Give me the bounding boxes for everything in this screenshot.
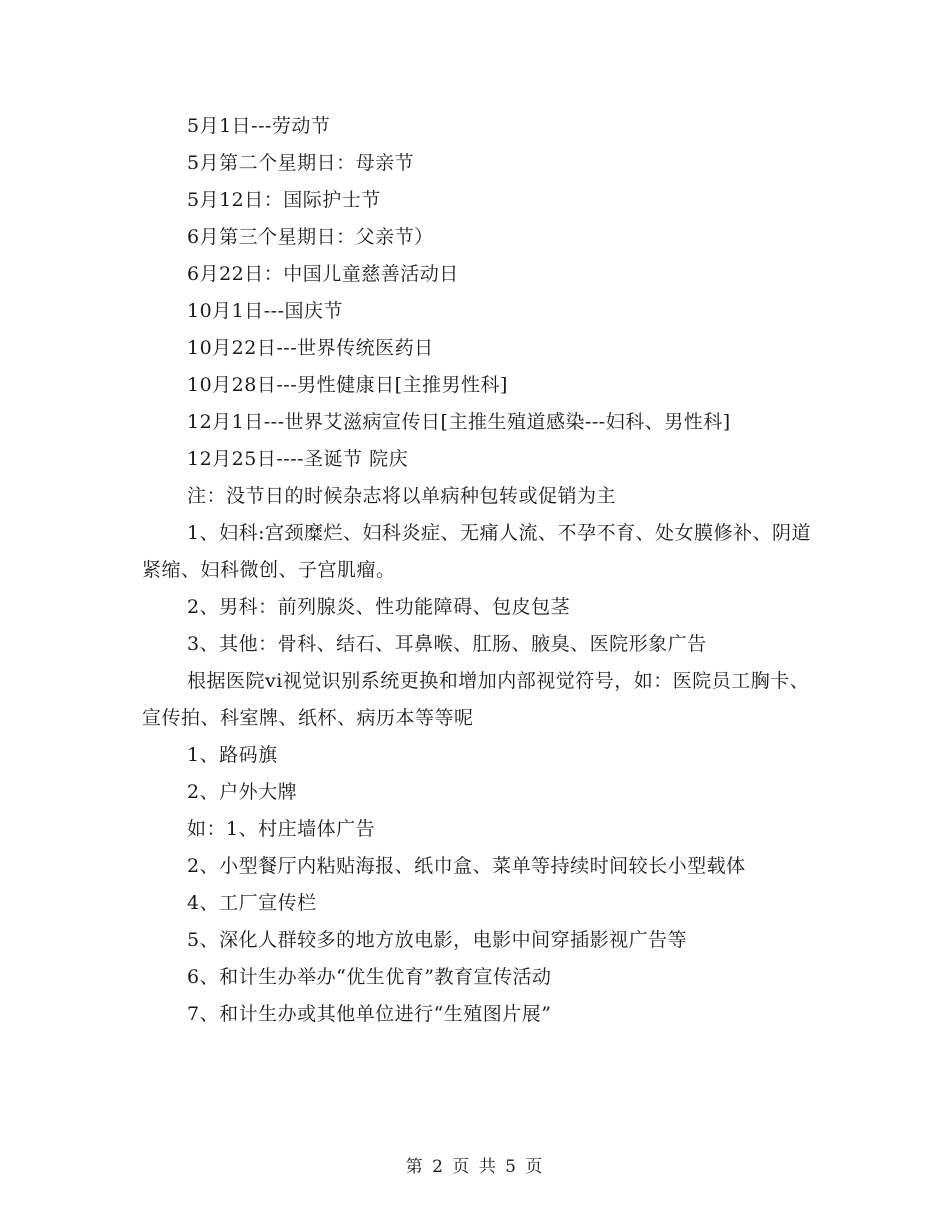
document-body (142, 108, 822, 1033)
paragraph: 3、其他：骨科、结石、耳鼻喉、肛肠、腋臭、医院形象广告 (187, 633, 707, 655)
paragraph: 6月22日：中国儿童慈善活动日 (187, 263, 459, 285)
paragraph: 7、和计生办或其他单位进行“生殖图片展” (187, 1003, 552, 1025)
paragraph: 根据医院vi视觉识别系统更换和增加内部视觉符号，如：医院员工胸卡、宣传拍、科室牌、纸杯、病历本等等呢 (142, 670, 810, 729)
page-footer: 第 2 页 共 5 页 (405, 1157, 545, 1177)
paragraph: 6月第三个星期日：父亲节） (187, 226, 434, 248)
paragraph: 10月22日---世界传统医药日 (187, 337, 434, 359)
paragraph: 5月1日---劳动节 (187, 115, 331, 137)
paragraph: 2、户外大牌 (187, 781, 298, 803)
paragraph: 1、路码旗 (187, 744, 278, 766)
paragraph: 10月28日---男性健康日[主推男性科] (187, 374, 508, 396)
paragraph: 2、小型餐厅内粘贴海报、纸巾盒、菜单等持续时间较长小型载体 (187, 855, 746, 877)
paragraph: 如：1、村庄墙体广告 (187, 818, 376, 840)
paragraph: 6、和计生办举办“优生优育”教育宣传活动 (187, 966, 552, 988)
paragraph: 12月1日---世界艾滋病宣传日[主推生殖道感染---妇科、男性科] (187, 411, 731, 433)
paragraph: 5月12日：国际护士节 (187, 189, 381, 211)
paragraph: 12月25日----圣诞节 院庆 (187, 448, 409, 470)
paragraph: 2、男科：前列腺炎、性功能障碍、包皮包茎 (187, 596, 571, 618)
paragraph: 4、工厂宣传栏 (187, 892, 317, 914)
paragraph: 10月1日---国庆节 (187, 300, 344, 322)
paragraph: 1、妇科:宫颈糜烂、妇科炎症、无痛人流、不孕不育、处女膜修补、阴道紧缩、妇科微创、子宫肌瘤。 (142, 522, 811, 581)
paragraph: 5、深化人群较多的地方放电影，电影中间穿插影视广告等 (187, 929, 688, 951)
paragraph: 5月第二个星期日：母亲节 (187, 152, 415, 174)
paragraph: 注：没节日的时候杂志将以单病种包转或促销为主 (187, 485, 617, 507)
